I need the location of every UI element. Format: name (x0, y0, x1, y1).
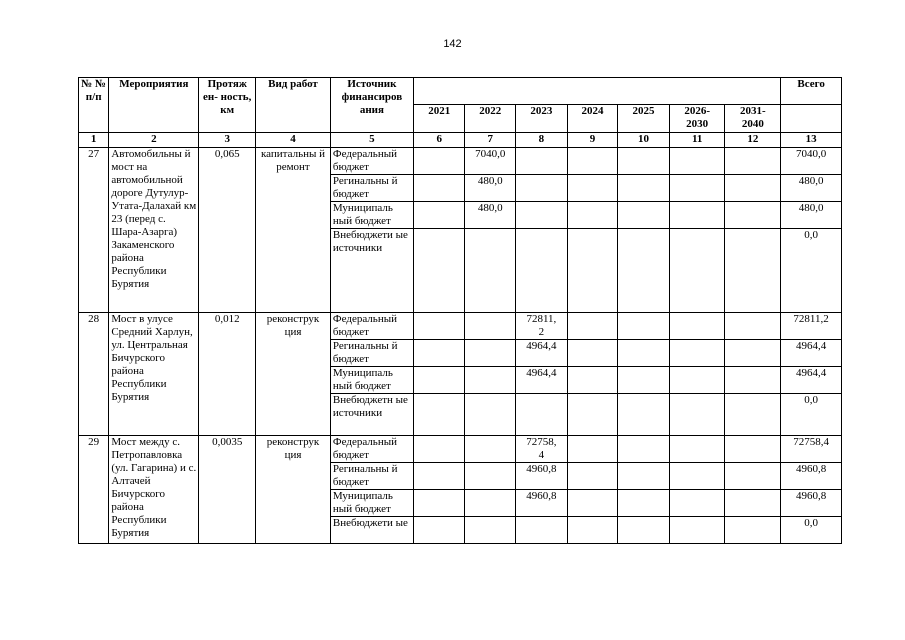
column-number: 8 (516, 133, 568, 148)
year-value (725, 517, 781, 544)
total-value: 4964,4 (781, 367, 842, 394)
year-value (669, 490, 725, 517)
column-number: 12 (725, 133, 781, 148)
header-years-group (413, 78, 780, 105)
column-number: 10 (618, 133, 670, 148)
year-value (669, 340, 725, 367)
column-number: 2 (109, 133, 199, 148)
year-value (669, 175, 725, 202)
event-name: Мост между с. Петропавловка (ул. Гагарина) и с. Алтачей Бичурского района Республики Бурятия (109, 436, 199, 544)
funding-source: Регинальны й бюджет (330, 340, 413, 367)
year-value (516, 175, 568, 202)
year-value (618, 436, 670, 463)
work-type: реконструк ция (256, 313, 331, 436)
year-value (567, 517, 618, 544)
row-number: 29 (79, 436, 109, 544)
year-value (465, 229, 516, 313)
year-value (618, 367, 670, 394)
year-value (618, 229, 670, 313)
total-value: 480,0 (781, 175, 842, 202)
year-value (567, 463, 618, 490)
year-value (725, 436, 781, 463)
funding-source: Муниципаль ный бюджет (330, 490, 413, 517)
year-value (618, 340, 670, 367)
header-year: 2023 (516, 105, 568, 133)
year-value (567, 340, 618, 367)
year-value (465, 517, 516, 544)
funding-source: Федеральный бюджет (330, 436, 413, 463)
header-year: 2026- 2030 (669, 105, 725, 133)
year-value (465, 367, 516, 394)
work-type: реконструк ция (256, 436, 331, 544)
column-number: 5 (330, 133, 413, 148)
year-value (567, 436, 618, 463)
year-value (669, 436, 725, 463)
total-value: 4964,4 (781, 340, 842, 367)
total-value: 0,0 (781, 394, 842, 436)
length-km: 0,0035 (199, 436, 256, 544)
year-value (669, 202, 725, 229)
year-value (516, 148, 568, 175)
year-value (413, 490, 465, 517)
funding-source: Федеральный бюджет (330, 313, 413, 340)
funding-source: Внебюджети ые (330, 517, 413, 544)
year-value (618, 490, 670, 517)
total-value: 4960,8 (781, 490, 842, 517)
year-value: 4964,4 (516, 367, 568, 394)
year-value (413, 175, 465, 202)
column-number: 7 (465, 133, 516, 148)
table-row (79, 436, 842, 463)
year-value (725, 394, 781, 436)
year-value (669, 394, 725, 436)
year-value (725, 463, 781, 490)
year-value (465, 313, 516, 340)
year-value: 4960,8 (516, 463, 568, 490)
year-value: 72758, 4 (516, 436, 568, 463)
year-value (413, 436, 465, 463)
header-year: 2024 (567, 105, 618, 133)
total-value: 0,0 (781, 229, 842, 313)
year-value (413, 463, 465, 490)
header-num: № № п/п (79, 78, 109, 133)
year-value (618, 517, 670, 544)
year-value (567, 175, 618, 202)
year-value (465, 436, 516, 463)
header-source: Источник финансиров ания (330, 78, 413, 133)
year-value: 480,0 (465, 175, 516, 202)
year-value (669, 463, 725, 490)
year-value: 480,0 (465, 202, 516, 229)
year-value (413, 229, 465, 313)
funding-source: Регинальны й бюджет (330, 463, 413, 490)
year-value (465, 340, 516, 367)
year-value (567, 490, 618, 517)
total-value: 72758,4 (781, 436, 842, 463)
year-value (669, 367, 725, 394)
column-number: 1 (79, 133, 109, 148)
year-value (669, 148, 725, 175)
year-value (413, 313, 465, 340)
year-value (465, 463, 516, 490)
total-value: 72811,2 (781, 313, 842, 340)
header-year: 2031- 2040 (725, 105, 781, 133)
year-value (725, 340, 781, 367)
year-value: 7040,0 (465, 148, 516, 175)
row-number: 27 (79, 148, 109, 313)
total-value: 0,0 (781, 517, 842, 544)
year-value (413, 340, 465, 367)
year-value: 4960,8 (516, 490, 568, 517)
year-value (516, 229, 568, 313)
funding-source: Федеральный бюджет (330, 148, 413, 175)
year-value (413, 394, 465, 436)
length-km: 0,012 (199, 313, 256, 436)
header-work-type: Вид работ (256, 78, 331, 133)
year-value (618, 148, 670, 175)
column-number: 9 (567, 133, 618, 148)
year-value (725, 367, 781, 394)
year-value (618, 313, 670, 340)
year-value (725, 175, 781, 202)
total-value: 4960,8 (781, 463, 842, 490)
year-value (618, 394, 670, 436)
year-value (567, 148, 618, 175)
year-value (618, 202, 670, 229)
year-value (516, 394, 568, 436)
year-value (669, 313, 725, 340)
header-year: 2025 (618, 105, 670, 133)
total-value: 7040,0 (781, 148, 842, 175)
year-value (725, 148, 781, 175)
work-type: капитальны й ремонт (256, 148, 331, 313)
column-number: 6 (413, 133, 465, 148)
event-name: Автомобильны й мост на автомобильной дороге Дутулур-Утата-Далахай км 23 (перед с. Шара-Азарга) Закаменского района Республики Бурятия (109, 148, 199, 313)
funding-source: Муниципаль ный бюджет (330, 202, 413, 229)
year-value (413, 202, 465, 229)
year-value (413, 367, 465, 394)
page-number: 142 (443, 38, 462, 50)
column-number: 3 (199, 133, 256, 148)
year-value (725, 490, 781, 517)
financing-table (78, 77, 842, 544)
year-value (567, 202, 618, 229)
year-value (516, 202, 568, 229)
year-value (413, 517, 465, 544)
header-length: Протяж ен- ность, км (199, 78, 256, 133)
year-value (669, 517, 725, 544)
year-value (567, 367, 618, 394)
year-value (725, 202, 781, 229)
funding-source: Регинальны й бюджет (330, 175, 413, 202)
table-row (79, 148, 842, 175)
year-value (669, 229, 725, 313)
funding-source: Внебюджети ые источники (330, 229, 413, 313)
year-value (725, 313, 781, 340)
header-total-blank (781, 105, 842, 133)
year-value (516, 517, 568, 544)
year-value (618, 175, 670, 202)
year-value (567, 229, 618, 313)
table-row (79, 313, 842, 340)
year-value (465, 490, 516, 517)
header-year: 2022 (465, 105, 516, 133)
header-year: 2021 (413, 105, 465, 133)
length-km: 0,065 (199, 148, 256, 313)
table-body (79, 148, 842, 544)
year-value (567, 394, 618, 436)
funding-source: Муниципаль ный бюджет (330, 367, 413, 394)
year-value (567, 313, 618, 340)
year-value (413, 148, 465, 175)
year-value (465, 394, 516, 436)
row-number: 28 (79, 313, 109, 436)
column-number: 13 (781, 133, 842, 148)
column-number: 11 (669, 133, 725, 148)
year-value (618, 463, 670, 490)
funding-source: Внебюджетн ые источники (330, 394, 413, 436)
column-number: 4 (256, 133, 331, 148)
header-event: Мероприятия (109, 78, 199, 133)
year-value: 4964,4 (516, 340, 568, 367)
header-total: Всего (781, 78, 842, 105)
year-value: 72811, 2 (516, 313, 568, 340)
year-value (725, 229, 781, 313)
total-value: 480,0 (781, 202, 842, 229)
event-name: Мост в улусе Средний Харлун, ул. Центральная Бичурского района Республики Бурятия (109, 313, 199, 436)
